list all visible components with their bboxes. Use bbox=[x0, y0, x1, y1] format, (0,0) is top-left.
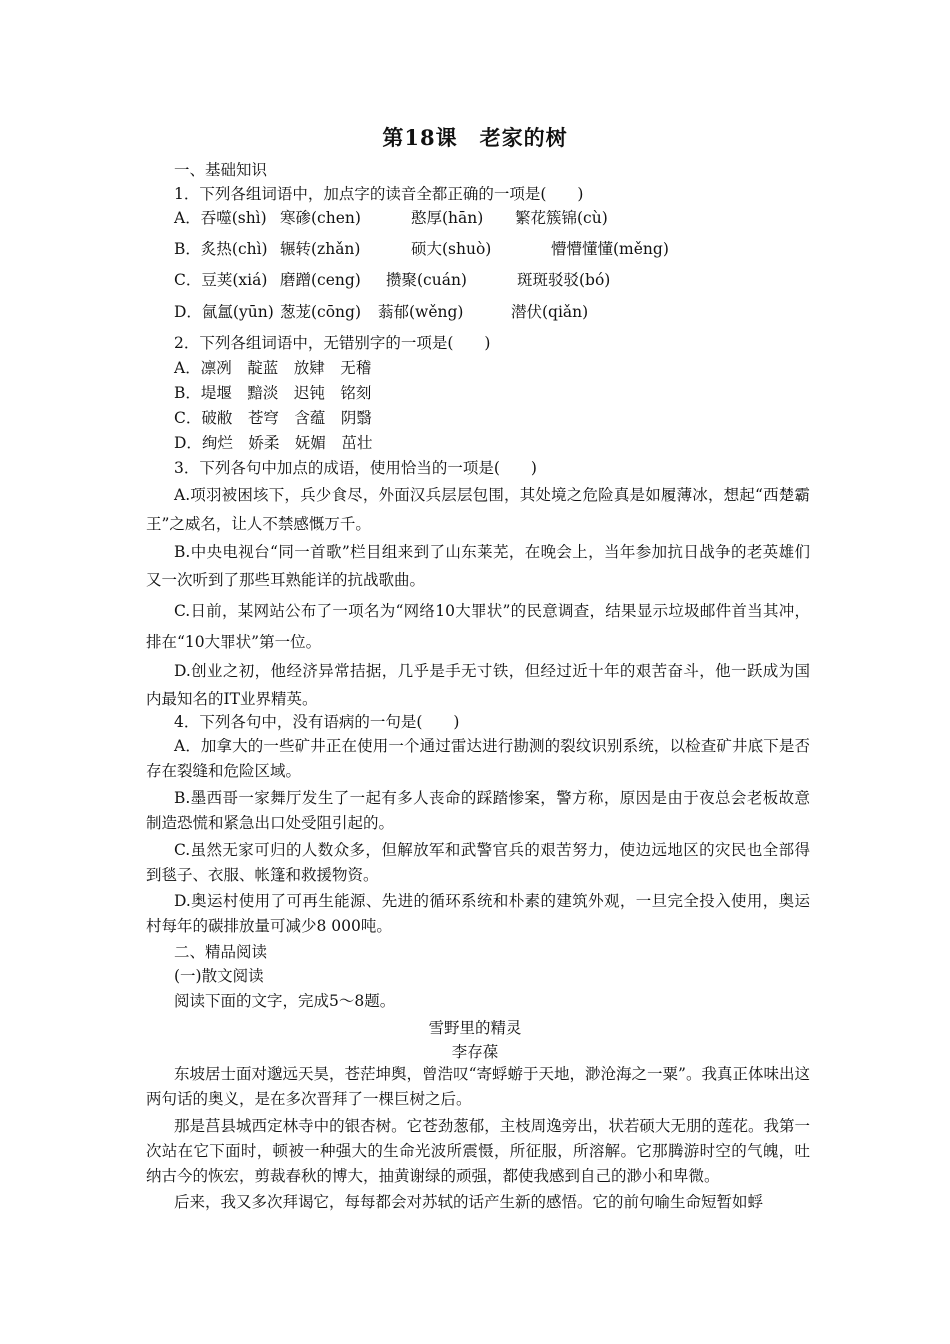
article-paragraph-3: 后来，我又多次拜谒它，每每都会对苏轼的话产生新的感悟。它的前句喻生命短暂如蜉 bbox=[174, 1193, 764, 1211]
reading-instruction: 阅读下面的文字，完成5～8题。 bbox=[174, 992, 396, 1010]
question-1-option-a: A．吞噬(shì) 寒碜(chen) 憨厚(hān) 繁花簇锦(cù) bbox=[174, 209, 608, 227]
question-2-option-d: D．绚烂 娇柔 妩媚 茁壮 bbox=[174, 434, 373, 452]
question-2-option-b: B．堤堰 黯淡 迟钝 铭刻 bbox=[174, 384, 372, 402]
question-2-option-a: A．凛冽 靛蓝 放肄 无稽 bbox=[174, 359, 372, 377]
question-2-option-c: C．破敝 苍穹 含蕴 阴翳 bbox=[174, 409, 372, 427]
question-3-option-b: B.中央电视台“同一首歌”栏目组来到了山东莱芜，在晚会上，当年参加抗日战争的老英雄们又一次听到了那些耳熟能详的抗战歌曲。 bbox=[146, 543, 810, 589]
question-1-option-b: B．炙热(chì) 辗转(zhǎn) 硕大(shuò) 懵懵懂懂(měng) bbox=[174, 240, 669, 258]
question-3-option-c: C.日前，某网站公布了一项名为“网络10大罪状”的民意调查，结果显示垃圾邮件首当其冲，排在“10大罪状”第一位。 bbox=[146, 602, 810, 651]
article-paragraph-1: 东坡居士面对邈远天昊，苍茫坤舆，曾浩叹“寄蜉蝣于天地，渺沧海之一粟”。我真正体味出这两句话的奥义，是在多次晋拜了一棵巨树之后。 bbox=[146, 1065, 810, 1108]
article-paragraph-2: 那是莒县城西定林寺中的银杏树。它苍劲葱郁，主枝周逸旁出，状若硕大无朋的莲花。我第一次站在它下面时，顿被一种强大的生命光波所震慑，所征服，所溶解。它那腾游时空的气魄，吐纳古今的恢宏，剪裁春秋的博大，抽黄谢绿的顽强，都使我感到自己的渺小和卑微。 bbox=[146, 1117, 810, 1185]
question-4-option-d: D.奥运村使用了可再生能源、先进的循环系统和朴素的建筑外观，一旦完全投入使用，奥运村每年的碳排放量可减少8 000吨。 bbox=[146, 892, 810, 935]
question-3-option-a: A.项羽被困垓下，兵少食尽，外面汉兵层层包围，其处境之危险真是如履薄冰，想起“西楚霸王”之威名，让人不禁感慨万千。 bbox=[146, 486, 810, 533]
question-1-option-c: C．豆荚(xiá) 磨蹭(ceng) 攒聚(cuán) 斑斑驳驳(bó) bbox=[174, 271, 611, 289]
subsection-prose: (一)散文阅读 bbox=[174, 967, 264, 985]
question-3-option-d: D.创业之初，他经济异常拮据，几乎是手无寸铁，但经过近十年的艰苦奋斗，他一跃成为国内最知名的IT业界精英。 bbox=[146, 662, 810, 708]
question-3-stem: 3．下列各句中加点的成语，使用恰当的一项是( ) bbox=[174, 459, 537, 477]
question-4-option-a: A．加拿大的一些矿井正在使用一个通过雷达进行勘测的裂纹识别系统，以检查矿井底下是否存在裂缝和危险区域。 bbox=[146, 737, 810, 780]
question-4-option-b: B.墨西哥一家舞厅发生了一起有多人丧命的踩踏惨案，警方称，原因是由于夜总会老板故意制造恐慌和紧急出口处受阻引起的。 bbox=[146, 789, 810, 832]
article-author: 李存葆 bbox=[451, 1043, 499, 1061]
question-1-stem: 1．下列各组词语中，加点字的读音全都正确的一项是( ) bbox=[174, 185, 584, 203]
question-4-stem: 4．下列各句中，没有语病的一句是( ) bbox=[174, 713, 460, 731]
section-reading: 二、精品阅读 bbox=[174, 943, 268, 961]
article-title: 雪野里的精灵 bbox=[428, 1019, 522, 1037]
question-2-stem: 2．下列各组词语中，无错别字的一项是( ) bbox=[174, 334, 491, 352]
lesson-title: 第18课 老家的树 bbox=[382, 125, 568, 150]
question-4-option-c: C.虽然无家可归的人数众多，但解放军和武警官兵的艰苦努力，使边远地区的灾民也全部得到毯子、衣服、帐篷和救援物资。 bbox=[146, 841, 810, 884]
section-basic-knowledge: 一、基础知识 bbox=[174, 161, 268, 179]
question-1-option-d: D．氤氲(yūn) 葱茏(cōng) 蓊郁(wěng) 潜伏(qiǎn) bbox=[174, 303, 589, 321]
